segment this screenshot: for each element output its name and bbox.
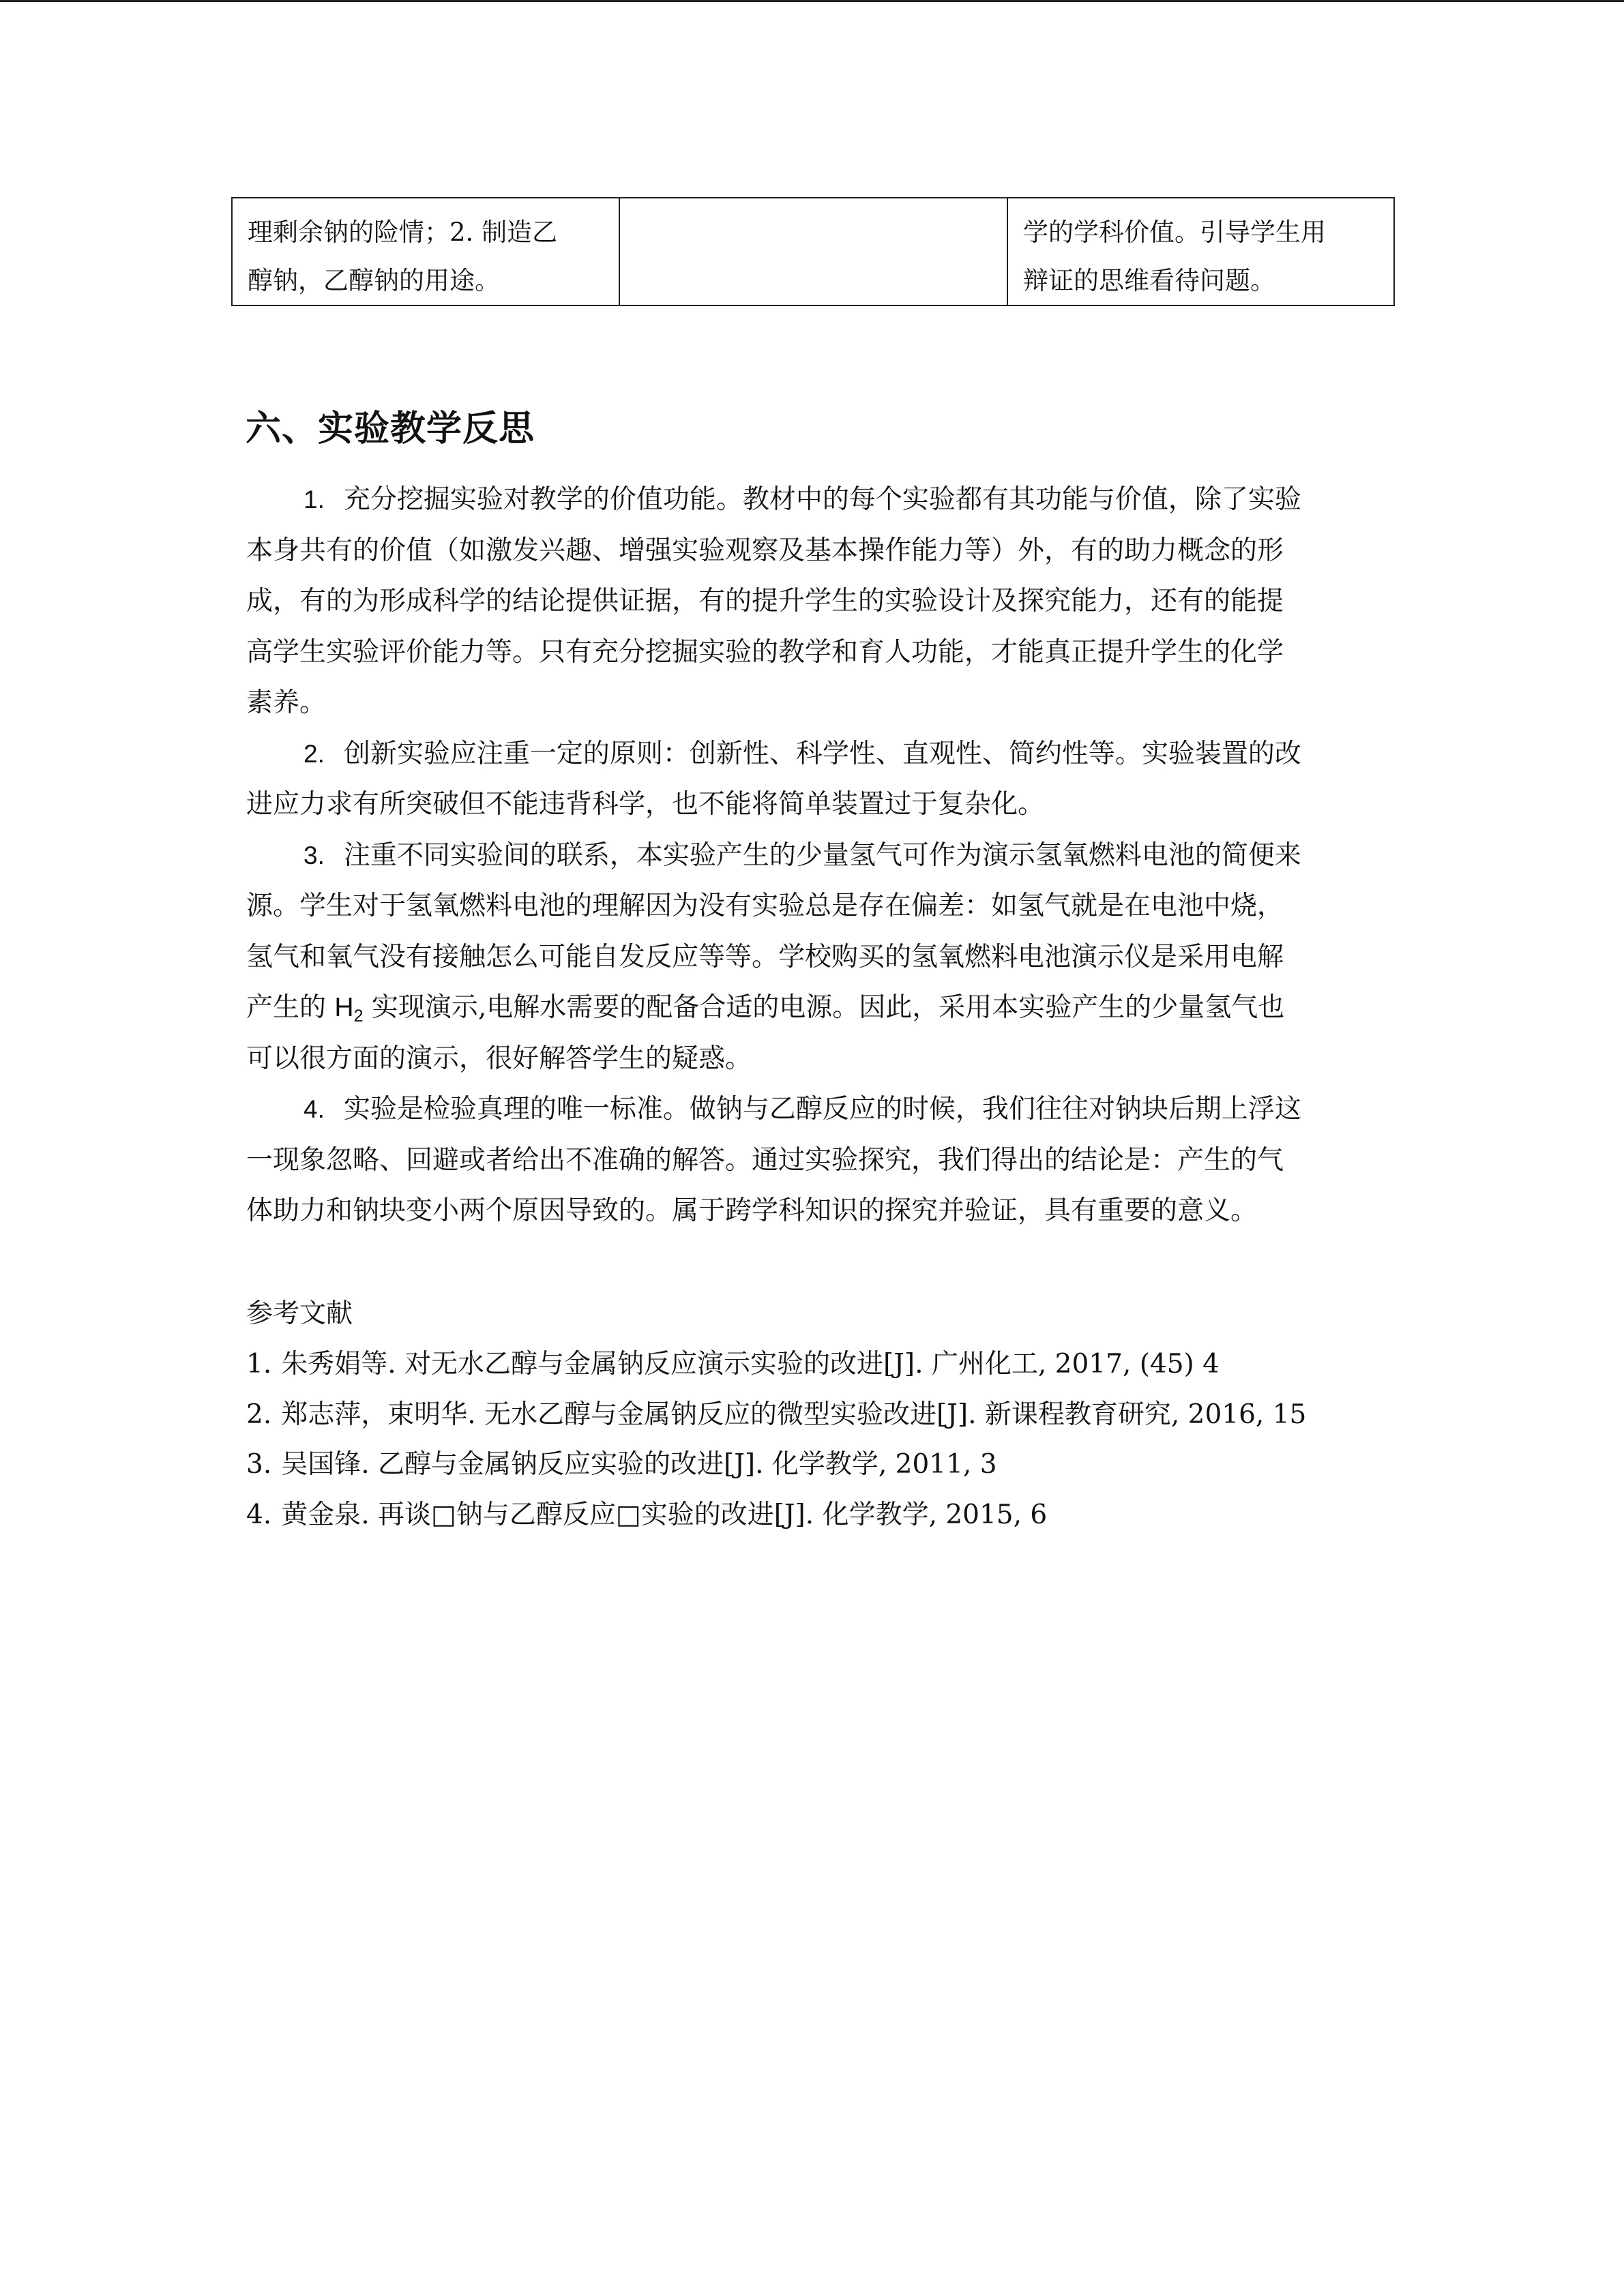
reference-number: 1.	[246, 1349, 272, 1380]
reference-item	[246, 1490, 1392, 1540]
line-text: 实验是检验真理的唯一标准。做钠与乙醇反应的时候，我们往往对钠块后期上浮这	[343, 1094, 1301, 1124]
cell-line: 醇钠，乙醇钠的用途。	[248, 266, 500, 295]
paragraph-line	[246, 831, 1380, 882]
reference-number: 2.	[246, 1399, 272, 1430]
paragraph-line: 一现象忽略、回避或者给出不准确的解答。通过实验探究，我们得出的结论是：产生的气	[246, 1144, 1284, 1176]
reference-item	[246, 1440, 1392, 1490]
table-cell-content	[232, 198, 619, 305]
paragraph-line: 可以很方面的演示，很好解答学生的疑惑。	[246, 1043, 752, 1074]
reflection-item-4	[246, 1084, 1380, 1237]
table-row	[232, 198, 1394, 305]
cell-line: 学的学科价值。引导学生用	[1023, 218, 1326, 247]
line-text: 实现演示,电解水需要的配备合适的电源。因此，采用本实验产生的少量氢气也	[363, 992, 1285, 1023]
paragraph-line: 进应力求有所突破但不能违背科学，也不能将简单装置过于复杂化。	[246, 789, 1045, 820]
item-number: 4.	[304, 1095, 325, 1123]
reference-text: 朱秀娟等. 对无水乙醇与金属钠反应演示实验的改进[J]. 广州化工, 2017, (45) 4	[281, 1349, 1220, 1380]
reference-text: 郑志萍，束明华. 无水乙醇与金属钠反应的微型实验改进[J]. 新课程教育研究, 2016, 15	[281, 1399, 1307, 1430]
paragraph-line: 高学生实验评价能力等。只有充分挖掘实验的教学和育人功能，才能真正提升学生的化学	[246, 636, 1284, 668]
item-number: 1.	[304, 486, 325, 513]
line-text: 产生的	[246, 992, 335, 1023]
line-text: 创新实验应注重一定的原则：创新性、科学性、直观性、简约性等。实验装置的改	[343, 738, 1301, 769]
reference-item	[246, 1390, 1392, 1440]
paragraph-line: 素养。	[246, 687, 327, 718]
reference-item	[246, 1339, 1392, 1390]
paragraph-line: 源。学生对于氢氧燃料电池的理解因为没有实验总是存在偏差：如氢气就是在电池中烧，	[246, 891, 1284, 921]
reflection-item-2	[246, 729, 1380, 831]
reference-number: 3.	[246, 1449, 272, 1480]
paragraph-line: 氢气和氧气没有接触怎么可能自发反应等等。学校购买的氢氧燃料电池演示仪是采用电解	[246, 941, 1284, 972]
formula-subscript: 2	[353, 1007, 364, 1026]
reflection-list	[246, 475, 1380, 1237]
paragraph-line	[246, 1084, 1380, 1135]
cell-line: 理剩余钠的险情；2. 制造乙	[248, 218, 558, 247]
reference-text: 吴国锋. 乙醇与金属钠反应实验的改进[J]. 化学教学, 2011, 3	[281, 1449, 997, 1480]
paragraph-line	[246, 475, 1380, 526]
paragraph-line	[246, 983, 1380, 1034]
line-text: 注重不同实验间的联系，本实验产生的少量氢气可作为演示氢氧燃料电池的简便来	[343, 839, 1301, 871]
reflection-item-1	[246, 475, 1380, 729]
paragraph-line: 本身共有的价值（如激发兴趣、增强实验观察及基本操作能力等）外，有的助力概念的形	[246, 535, 1284, 566]
references-title: 参考文献	[246, 1298, 353, 1329]
reflection-item-3	[246, 831, 1380, 1085]
page-top-border	[0, 0, 1624, 2]
continued-table	[231, 197, 1395, 306]
item-number: 2.	[304, 739, 325, 768]
section-heading: 六、实验教学反思	[246, 408, 535, 449]
paragraph-line: 体助力和钠块变小两个原因导致的。属于跨学科知识的探究并验证，具有重要的意义。	[246, 1195, 1258, 1226]
line-text: 充分挖掘实验对教学的价值功能。教材中的每个实验都有其功能与价值，除了实验	[343, 484, 1301, 515]
table-cell-empty	[619, 198, 1007, 305]
chemical-formula: H	[334, 993, 354, 1022]
cell-line: 辩证的思维看待问题。	[1023, 266, 1275, 295]
reference-number: 4.	[246, 1499, 272, 1530]
item-number: 3.	[304, 841, 325, 869]
reference-text: 黄金泉. 再谈□钠与乙醇反应□实验的改进[J]. 化学教学, 2015, 6	[281, 1499, 1048, 1530]
table-cell-value	[1007, 198, 1394, 305]
paragraph-line: 成，有的为形成科学的结论提供证据，有的提升学生的实验设计及探究能力，还有的能提	[246, 586, 1284, 616]
references	[246, 1289, 1392, 1540]
paragraph-line	[246, 729, 1380, 780]
